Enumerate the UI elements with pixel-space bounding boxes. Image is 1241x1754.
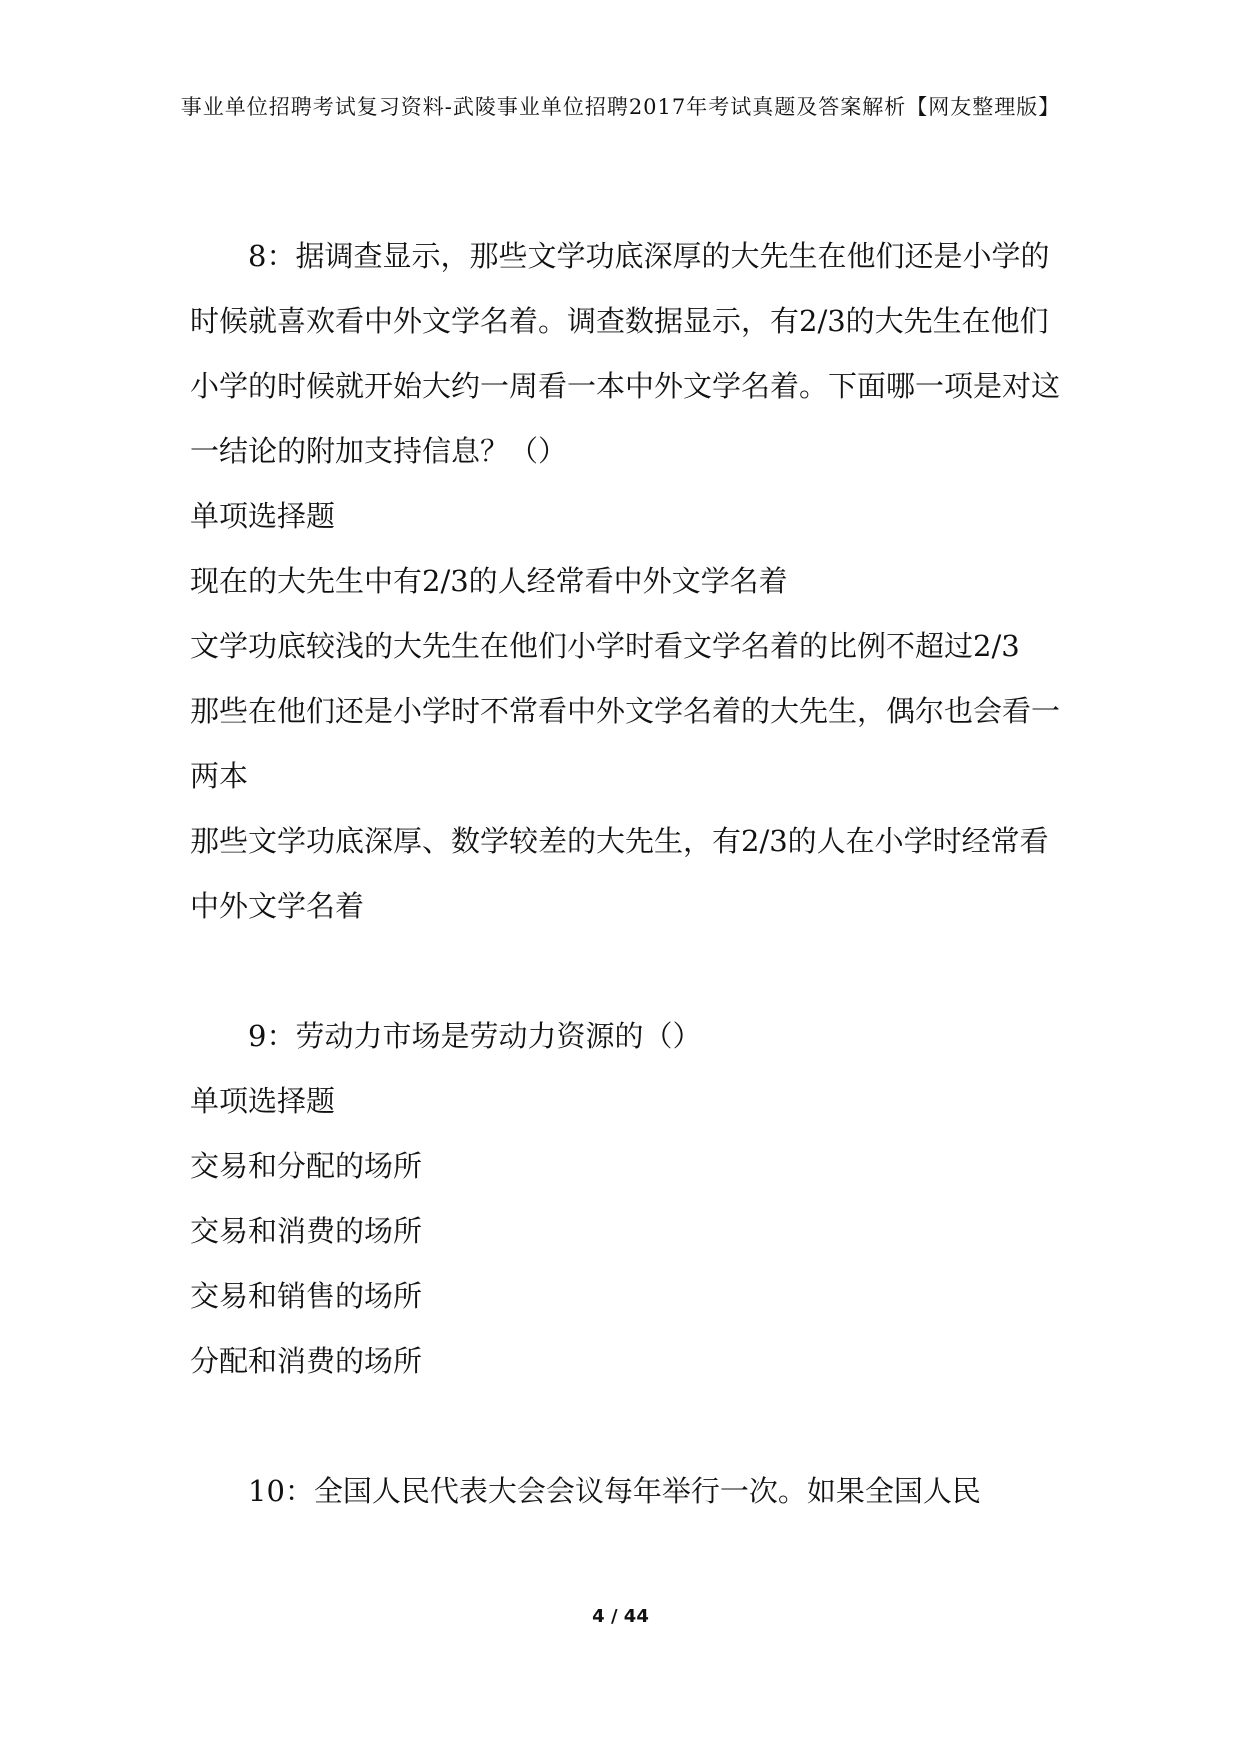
question-text: 8：据调查显示，那些文学功底深厚的大先生在他们还是小学的时候就喜欢看中外文学名着。调查数据显示，有2/3的大先生在他们小学的时候就开始大约一周看一本中外文学名着。下面哪一项是对这一结论的附加支持信息？（） xyxy=(190,239,1061,468)
page-number: 4 / 44 xyxy=(592,1606,649,1627)
question-10 xyxy=(190,1459,1070,1524)
answer-option: 现在的大先生中有2/3的人经常看中外文学名着 xyxy=(190,564,788,598)
question-9 xyxy=(190,1004,1070,1394)
page-footer xyxy=(0,1606,1241,1627)
question-8 xyxy=(190,224,1070,939)
answer-option: 文学功底较浅的大先生在他们小学时看文学名着的比例不超过2/3 xyxy=(190,629,1020,663)
answer-option: 交易和分配的场所 xyxy=(190,1149,423,1183)
question-type: 单项选择题 xyxy=(190,499,336,533)
page-header xyxy=(0,92,1241,122)
answer-option: 交易和消费的场所 xyxy=(190,1214,423,1248)
answer-option: 那些在他们还是小学时不常看中外文学名着的大先生，偶尔也会看一两本 xyxy=(190,694,1061,793)
question-type: 单项选择题 xyxy=(190,1084,336,1118)
document-title: 事业单位招聘考试复习资料-武陵事业单位招聘2017年考试真题及答案解析【网友整理版】 xyxy=(180,95,1061,119)
answer-option: 分配和消费的场所 xyxy=(190,1344,423,1378)
question-text: 10：全国人民代表大会会议每年举行一次。如果全国人民 xyxy=(248,1474,981,1508)
question-text: 9：劳动力市场是劳动力资源的（） xyxy=(248,1019,702,1053)
document-body xyxy=(190,224,1070,1524)
spacer xyxy=(190,1394,1070,1459)
answer-option: 交易和销售的场所 xyxy=(190,1279,423,1313)
answer-option: 那些文学功底深厚、数学较差的大先生，有2/3的人在小学时经常看中外文学名着 xyxy=(190,824,1049,923)
spacer xyxy=(190,939,1070,1004)
